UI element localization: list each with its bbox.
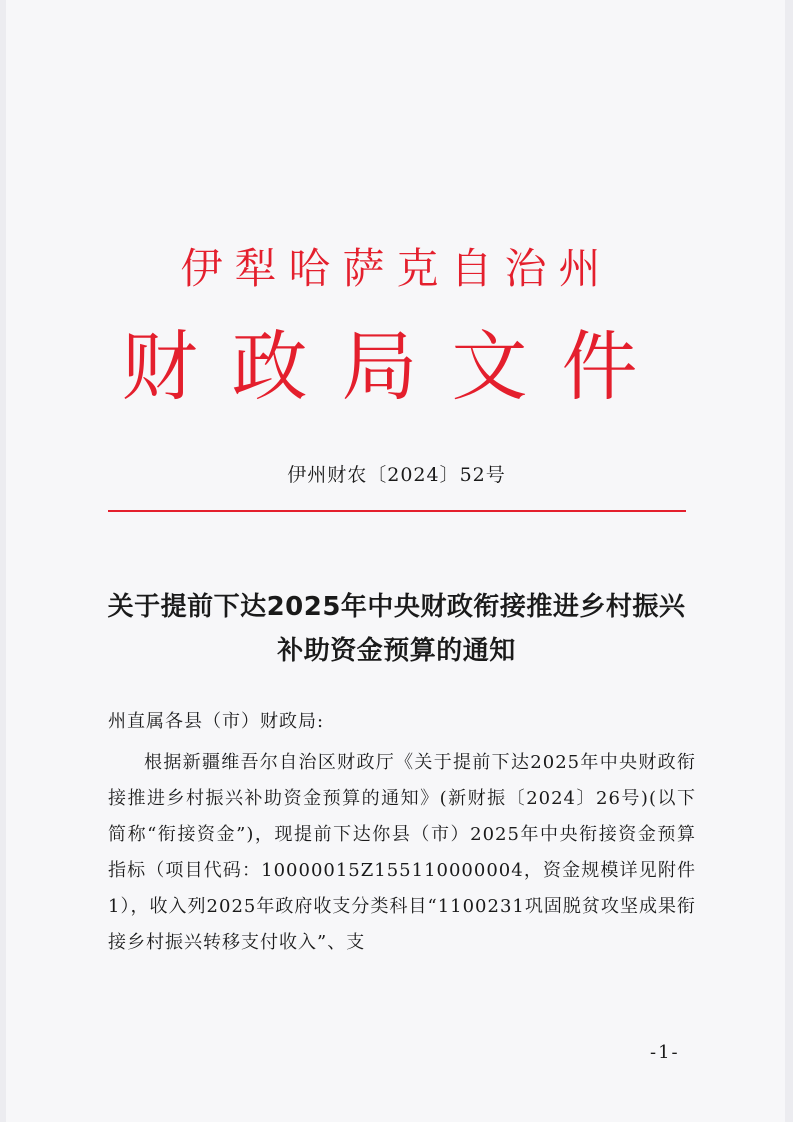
document-type-heading: 财政局文件: [121, 322, 672, 411]
salutation: 州直属各县（市）财政局:: [108, 711, 325, 732]
document-number: 伊州财农〔2024〕52号: [287, 464, 506, 486]
notice-title-line-1: 关于提前下达2025年中央财政衔接推进乡村振兴: [107, 592, 686, 622]
issuing-org-name: 伊犁哈萨克自治州: [180, 244, 613, 293]
notice-title-line-2: 补助资金预算的通知: [277, 636, 516, 666]
red-divider-line: [108, 510, 686, 512]
page-number: -1-: [650, 1042, 680, 1063]
body-paragraph: 根据新疆维吾尔自治区财政厅《关于提前下达2025年中央财政衔接推进乡村振兴补助资金预算的通知》(新财振〔2024〕26号)(以下简称“衔接资金”)，现提前下达你县（市）2025年中央衔接资金预算指标（项目代码：10000015Z155110000004，资金规模详见附件1），收入列2025年政府收支分类科目“1100231巩固脱贫攻坚成果衔接乡村振兴转移支付收入”、支: [108, 752, 696, 953]
